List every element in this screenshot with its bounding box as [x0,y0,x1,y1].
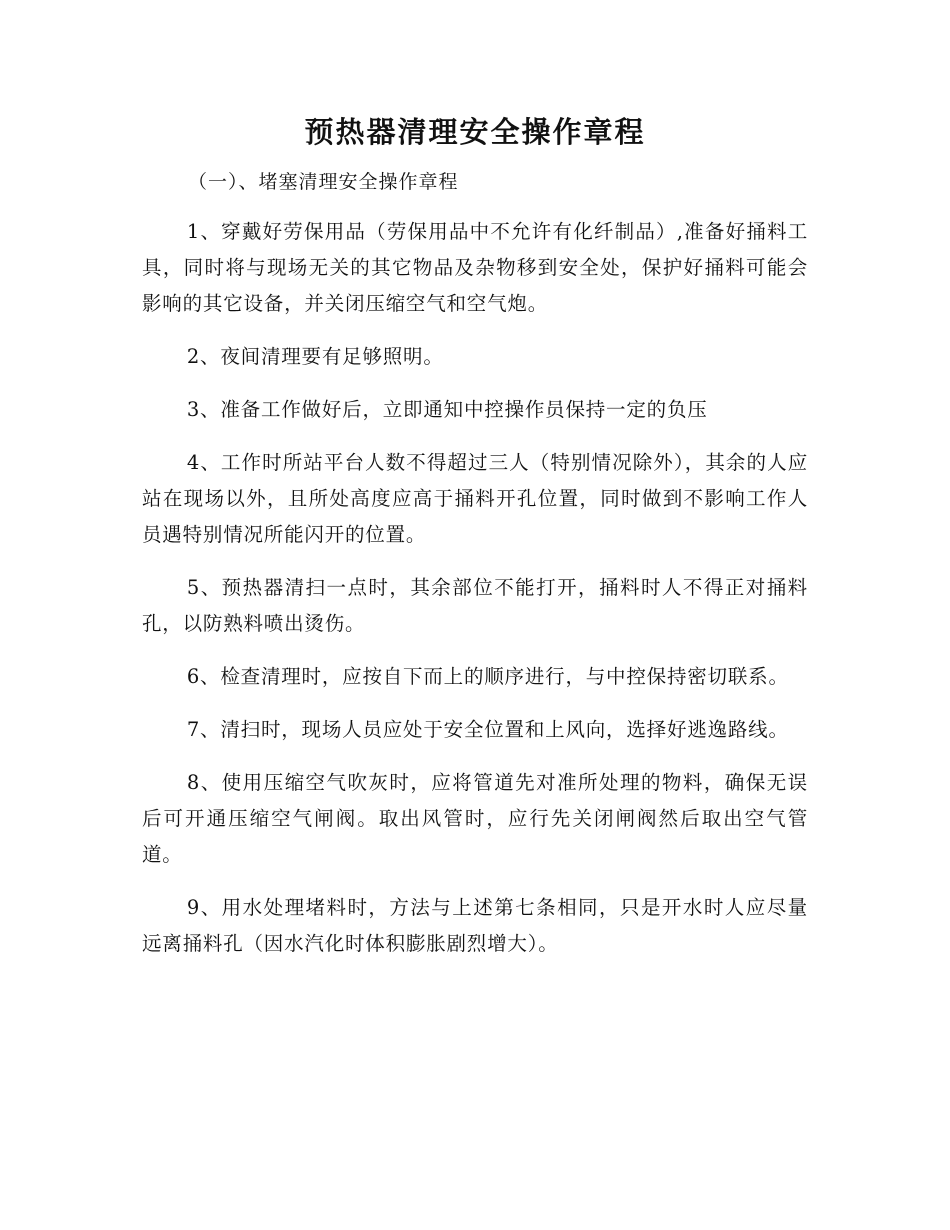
paragraph-3: 3、准备工作做好后，立即通知中控操作员保持一定的负压 [186,398,708,421]
paragraph-5: 5、预热器清扫一点时，其余部位不能打开，捅料时人不得正对捅料孔，以防熟料喷出烫伤。 [142,576,808,635]
paragraph-6: 6、检查清理时，应按自下而上的顺序进行，与中控保持密切联系。 [186,665,789,688]
paragraph-2: 2、夜间清理要有足够照明。 [186,345,444,368]
paragraph-9: 9、用水处理堵料时，方法与上述第七条相同，只是开水时人应尽量远离捅料孔（因水汽化时体积膨胀剧烈增大）。 [142,896,808,955]
document-body [142,214,808,979]
paragraph-8: 8、使用压缩空气吹灰时，应将管道先对准所处理的物料，确保无误后可开通压缩空气闸阀。取出风管时，应行先关闭闸阀然后取出空气管道。 [142,771,808,866]
paragraph-7: 7、清扫时，现场人员应处于安全位置和上风向，选择好逃逸路线。 [186,718,789,741]
section-heading: （一）、堵塞清理安全操作章程 [188,171,459,193]
paragraph-1: 1、穿戴好劳保用品（劳保用品中不允许有化纤制品）,准备好捅料工具，同时将与现场无关的其它物品及杂物移到安全处，保护好捅料可能会影响的其它设备，并关闭压缩空气和空气炮。 [142,220,808,315]
document-title: 预热器清理安全操作章程 [304,115,646,149]
paragraph-4: 4、工作时所站平台人数不得超过三人（特别情况除外），其余的人应站在现场以外，且所处高度应高于捅料开孔位置，同时做到不影响工作人员遇特别情况所能闪开的位置。 [142,451,808,546]
